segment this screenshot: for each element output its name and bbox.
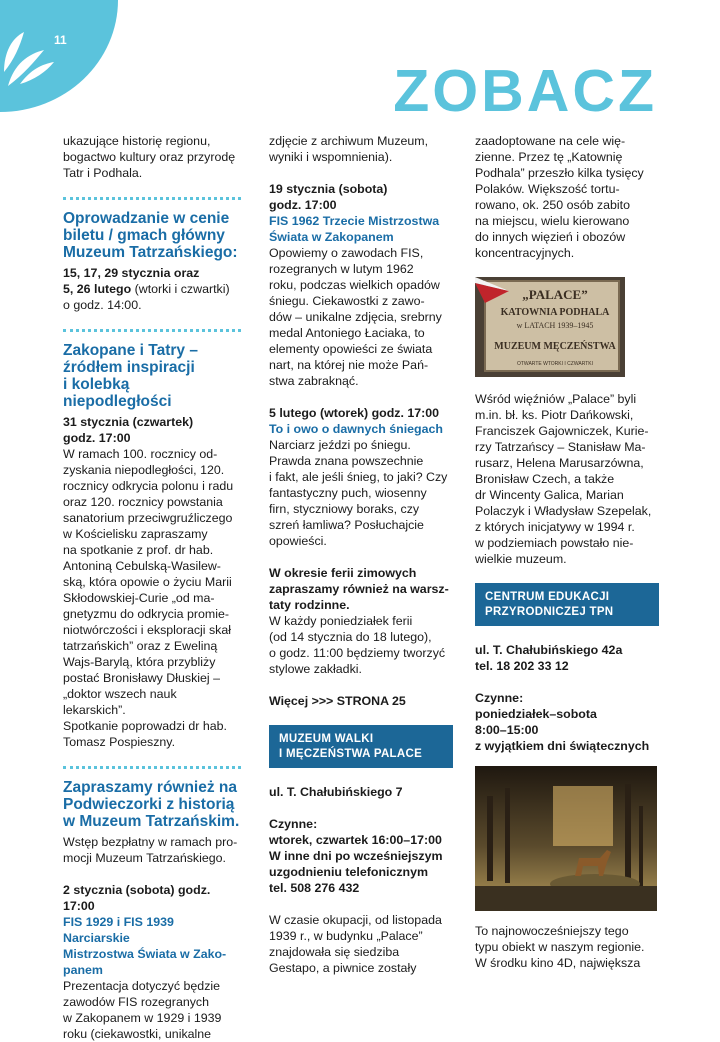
section-dates xyxy=(63,265,241,297)
more-link[interactable]: Więcej >>> STRONA 25 xyxy=(269,694,406,708)
column-2 xyxy=(269,133,453,976)
event-date: 5 lutego (wtorek) godz. 17:00 xyxy=(269,406,440,420)
section-title-podwieczorki: Zapraszamy również na Podwieczorki z historią w Muzeum Tatrzańskim. xyxy=(63,779,240,830)
event-title: To i owo o dawnych śniegach xyxy=(269,422,443,436)
sign-line-1: „PALACE” xyxy=(522,287,588,302)
dotted-divider xyxy=(63,197,241,200)
corner-leaf-decoration xyxy=(0,0,118,112)
event-description: W ramach 100. rocznicy od- zyskania niepodległości, 120. rocznicy odkrycia polonu i radu oraz 120. rocznicy powstania sanatorium przeciwgruźliczego w Kościelisku zapraszamy na spotkanie z prof. dr hab. Antoniną Cebulską-Wasilew- ską, która opowie o życiu Marii Skłodowskiej-Curie „od ma- gnetyzmu do odkrycia promie- niotwórczości i eksploracji skał tatrzańskich” oraz z Eweliną Wajs-Barylą, która przybliży postać Bronisławy Dłuskiej – „doktor wszech nauk lekarskich”. Spotkanie poprowadzi dr hab. Tomasz Pospieszny. xyxy=(63,447,234,749)
event-date: 31 stycznia (czwartek) godz. 17:00 xyxy=(63,415,194,445)
tour-days: (wtorki i czwartki) xyxy=(131,282,230,296)
dotted-divider xyxy=(63,329,241,332)
opening-hours: Czynne: poniedziałek–sobota 8:00–15:00 z wyjątkiem dni świątecznych xyxy=(475,691,650,753)
museum-palace-box: MUZEUM WALKI I MĘCZEŃSTWA PALACE xyxy=(269,725,453,768)
address: ul. T. Chałubińskiego 7 xyxy=(269,785,403,799)
workshop-text: W każdy poniedziałek ferii (od 14 stycznia do 18 lutego), o godz. 11:00 będziemy tworzyć stylowe zakładki. xyxy=(269,614,446,676)
continued-text: zdjęcie z archiwum Muzeum, wyniki i wspomnienia). xyxy=(269,134,429,164)
event-date: 2 stycznia (sobota) godz. 17:00 xyxy=(63,883,211,913)
event-date: 19 stycznia (sobota) godz. 17:00 xyxy=(269,182,388,212)
intro-text: ukazujące historię regionu, bogactwo kultury oraz przyrodę Tatr i Podhala. xyxy=(63,134,236,180)
history-text: W czasie okupacji, od listopada 1939 r., w budynku „Palace” znajdowała się siedziba Gestapo, a piwnice zostały xyxy=(269,913,442,975)
dotted-divider xyxy=(63,766,241,769)
event-title: FIS 1929 i FIS 1939 Narciarskie Mistrzostwa Świata w Zako- panem xyxy=(63,915,227,977)
tour-time: o godz. 14:00. xyxy=(63,298,142,312)
workshop-heading: W okresie ferii zimowych zapraszamy również na warsz- taty rodzinne. xyxy=(269,566,449,612)
column-3 xyxy=(475,133,659,971)
event-title: FIS 1962 Trzecie Mistrzostwa Świata w Zakopanem xyxy=(269,214,440,244)
page-number: 11 xyxy=(54,33,67,47)
address: ul. T. Chałubińskiego 42a tel. 18 202 33 12 xyxy=(475,643,623,673)
sign-line-2: KATOWNIA PODHALA xyxy=(500,307,610,318)
page-title: ZOBACZ xyxy=(393,58,657,124)
event-description: Opowiemy o zawodach FIS, rozegranych w lutym 1962 roku, podczas wielkich opadów śniegu. Ciekawostki z zawo- dów – unikalne zdjęcia, srebrny medal Antoniego Łaciaka, to elementy opowieści ze świata nart, na której nie może Pań- stwa zabraknąć. xyxy=(269,246,442,388)
event-description: Prezentacja dotyczyć będzie zawodów FIS rozegranych w Zakopanem w 1929 i 1939 roku (ciekawostki, unikalne xyxy=(63,979,222,1041)
sign-line-4: MUZEUM MĘCZEŃSTWA xyxy=(494,341,616,352)
promo-text: Wstęp bezpłatny w ramach pro- mocji Muzeum Tatrzańskiego. xyxy=(63,835,238,865)
sign-line-3: w LATACH 1939–1945 xyxy=(516,321,594,330)
exhibition-photo xyxy=(475,766,657,911)
section-title-oprowadzanie: Oprowadzanie w cenie biletu / gmach główny Muzeum Tatrzańskiego: xyxy=(63,210,238,261)
prisoners-text: Wśród więźniów „Palace” byli m.in. bł. ks. Piotr Dańkowski, Franciszek Gajowniczek, Kurie- rzy Tatrzańscy – Stanisław Ma- rusarz, Helena Marusarzówna, Bronisław Czech, a także dr Wincenty Galica, Marian Polaczyk i Władysław Szepelak, z których inicjatywy w 1994 r. w podziemiach powstało nie- wielkie muzeum. xyxy=(475,392,652,566)
section-title-zakopane: Zakopane i Tatry – źródłem inspiracji i kolebką niepodległości xyxy=(63,342,198,410)
continued-text: zaadoptowane na cele wię- zienne. Przez tę „Katownię Podhala” przeszło kilka tysięcy Polaków. Większość tortu- rowano, ok. 250 osób zabito na miejscu, wielu kierowano do innych więzień i obozów koncentracyjnych. xyxy=(475,134,644,260)
event-description: Narciarz jeździ po śniegu. Prawda znana powszechnie i fakt, ale jeśli śnieg, to jaki? Czy fantastyczny puch, wiosenny firn, styczniowy boraks, czy szreń łamliwa? Posłuchajcie opowieści. xyxy=(269,438,448,548)
final-text: To najnowocześniejszy tego typu obiekt w naszym regionie. W środku kino 4D, największa xyxy=(475,924,645,970)
tpn-center-box: CENTRUM EDUKACJI PRZYRODNICZEJ TPN xyxy=(475,583,659,626)
sign-line-5: OTWARTE WTORKI I CZWARTKI xyxy=(516,361,594,367)
column-1 xyxy=(63,133,241,1042)
tour-dates: 15, 17, 29 stycznia oraz 5, 26 lutego xyxy=(63,266,200,296)
palace-sign-photo xyxy=(475,277,625,377)
opening-hours: Czynne: wtorek, czwartek 16:00–17:00 W inne dni po wcześniejszym uzgodnieniu telefonicznym tel. 508 276 432 xyxy=(269,817,443,895)
